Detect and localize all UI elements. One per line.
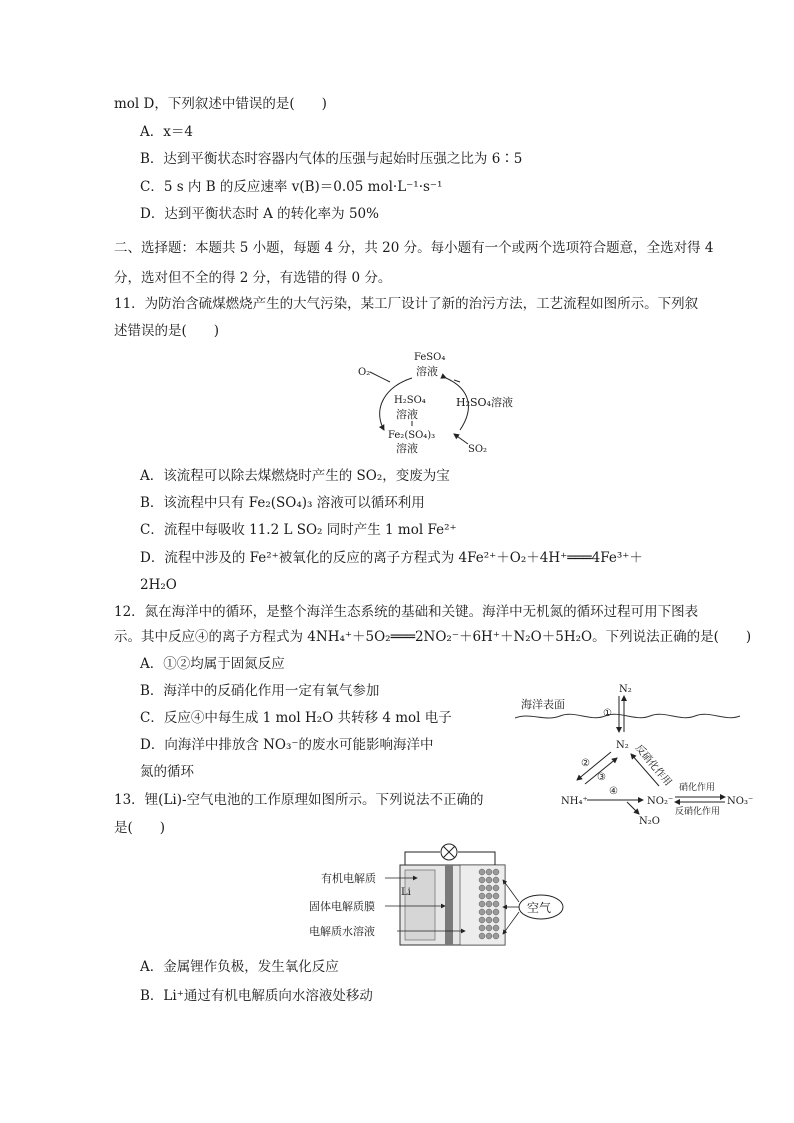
q13-option-a: A．金属锂作负极，发生氧化反应 <box>140 959 339 975</box>
fig11-h2so4: H₂SO₄ <box>394 395 426 406</box>
q12-stem-cont: 示。其中反应④的离子方程式为 4NH₄⁺＋5O₂═══2NO₂⁻＋6H⁺＋N₂O＋5H₂O。下列说法正确的是( ) <box>114 629 752 645</box>
q11-option-a: A．该流程可以除去煤燃烧时产生的 SO₂，变废为宝 <box>140 468 450 484</box>
q13-stem-cont: 是( ) <box>114 820 166 836</box>
q11-option-c: C．流程中每吸收 11.2 L SO₂ 同时产生 1 mol Fe²⁺ <box>140 522 457 538</box>
fig11-o2: O₂ <box>358 367 371 378</box>
q11-option-b: B．该流程中只有 Fe₂(SO₄)₃ 溶液可以循环利用 <box>140 495 425 511</box>
q12-option-a: A．①②均属于固氮反应 <box>140 656 285 672</box>
q13-battery-diagram <box>305 840 585 950</box>
q11-stem: 11．为防治含硫煤燃烧产生的大气污染，某工厂设计了新的治污方法，工艺流程如图所示。下列叙 <box>114 296 699 312</box>
fig13-organic-electrolyte: 有机电解质 <box>321 872 376 885</box>
q12-option-b: B．海洋中的反硝化作用一定有氧气参加 <box>140 683 380 699</box>
fig11-h2so4-out: H₂SO₄溶液 <box>456 396 513 409</box>
q11-cycle-diagram <box>350 348 530 460</box>
fig12-nitrification: 硝化作用 <box>679 783 716 793</box>
fig11-h2so4-sol: 溶液 <box>396 408 418 421</box>
fig12-n2-top: N₂ <box>619 684 632 695</box>
fig11-fe2so43-sol: 溶液 <box>396 442 418 455</box>
section-2-heading-cont: 分，选对但不全的得 2 分，有选错的得 0 分。 <box>114 270 392 286</box>
fig12-n2o: N₂O <box>639 816 660 827</box>
fig12-nh4: NH₄⁺ <box>561 796 588 807</box>
fig12-ocean-surface: 海洋表面 <box>521 698 565 711</box>
q10-stem-end: mol D，下列叙述中错误的是( ) <box>114 96 327 112</box>
fig11-fe2so43: Fe₂(SO₄)₃ <box>388 430 436 441</box>
fig13-aqueous-electrolyte: 电解质水溶液 <box>309 925 375 938</box>
q12-option-d-cont: 氮的循环 <box>140 764 194 780</box>
q13-option-b: B．Li⁺通过有机电解质向水溶液处移动 <box>140 988 373 1004</box>
fig12-r2: ② <box>581 758 590 769</box>
q10-option-a: A．x＝4 <box>140 124 193 140</box>
fig12-denitrification: 反硝化作用 <box>675 807 721 817</box>
fig12-r3: ③ <box>597 772 606 783</box>
fig12-r4: ④ <box>609 786 618 797</box>
fig12-r1: ① <box>603 708 612 719</box>
q10-option-b: B．达到平衡状态时容器内气体的压强与起始时压强之比为 6∶5 <box>140 151 523 167</box>
fig12-no3: NO₃⁻ <box>727 796 754 807</box>
section-2-heading: 二、选择题：本题共 5 小题，每题 4 分，共 20 分。每小题有一个或两个选项符合题意，全选对得 4 <box>114 240 714 256</box>
fig11-feso4: FeSO₄ <box>414 352 446 363</box>
fig11-feso4-sol: 溶液 <box>416 365 438 378</box>
fig13-solid-membrane: 固体电解质膜 <box>309 900 375 913</box>
q11-stem-cont: 述错误的是( ) <box>114 323 220 339</box>
q11-option-d-cont: 2H₂O <box>140 577 177 593</box>
q10-option-d: D．达到平衡状态时 A 的转化率为 50% <box>140 206 379 222</box>
fig12-denitrification-diag: 反硝化作用 <box>632 742 674 789</box>
fig13-air: 空气 <box>527 901 552 915</box>
q11-option-d: D．流程中涉及的 Fe²⁺被氧化的反应的离子方程式为 4Fe²⁺＋O₂＋4H⁺═══4Fe³⁺＋ <box>140 550 643 566</box>
q12-nitrogen-cycle-diagram <box>515 680 755 830</box>
q12-option-d: D．向海洋中排放含 NO₃⁻的废水可能影响海洋中 <box>140 737 434 753</box>
fig13-li: Li <box>401 887 411 898</box>
fig12-no2: NO₂⁻ <box>647 796 674 807</box>
q13-stem: 13．锂(Li)-空气电池的工作原理如图所示。下列说法不正确的 <box>114 792 484 808</box>
fig11-so2: SO₂ <box>468 444 488 455</box>
q12-stem: 12．氮在海洋中的循环，是整个海洋生态系统的基础和关键。海洋中无机氮的循环过程可用下图表 <box>114 604 699 620</box>
fig12-n2-mid: N₂ <box>616 740 629 751</box>
q10-option-c: C．5 s 内 B 的反应速率 v(B)＝0.05 mol·L⁻¹·s⁻¹ <box>140 179 443 195</box>
q12-option-c: C．反应④中每生成 1 mol H₂O 共转移 4 mol 电子 <box>140 710 452 726</box>
